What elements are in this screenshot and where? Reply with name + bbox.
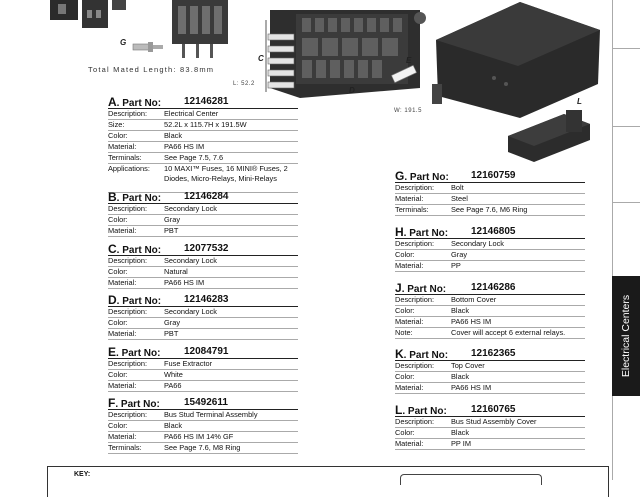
spec-key: Description:	[108, 204, 148, 213]
part-no-label: . Part No:	[116, 245, 162, 256]
part-heading	[395, 170, 585, 183]
part-heading	[395, 348, 585, 361]
spec-value: Gray	[164, 215, 181, 224]
spec-key: Material:	[108, 381, 137, 390]
spec-value: PA66	[164, 381, 182, 390]
spec-row	[108, 120, 298, 131]
part-no-label: . Part No:	[116, 296, 162, 307]
spec-key: Color:	[108, 267, 128, 276]
spec-value: Black	[164, 131, 183, 140]
side-tab-label: Electrical Centers	[620, 294, 632, 378]
spec-row	[108, 204, 298, 215]
spec-row	[108, 142, 298, 153]
spec-value: See Page 7.6, M8 Ring	[164, 443, 241, 452]
spec-value: PA66 HS IM	[451, 317, 492, 326]
part-no-label: . Part No:	[115, 399, 160, 410]
spec-row	[395, 372, 585, 383]
spec-row	[108, 370, 298, 381]
part-number: 12084791	[184, 346, 229, 357]
spec-key: Description:	[108, 109, 148, 118]
spec-value: PP	[451, 261, 461, 270]
spec-value: Natural	[164, 267, 188, 276]
spec-key: Description:	[395, 417, 435, 426]
spec-key: Material:	[108, 142, 137, 151]
spec-key: Description:	[108, 307, 148, 316]
part-d	[108, 294, 298, 340]
side-tab-2[interactable]	[612, 48, 640, 127]
spec-key: Description:	[108, 359, 148, 368]
spec-key: Color:	[108, 318, 128, 327]
spec-row	[108, 307, 298, 318]
spec-key: Color:	[108, 421, 128, 430]
spec-key: Color:	[395, 306, 415, 315]
part-heading	[395, 226, 585, 239]
spec-row	[395, 239, 585, 250]
dimension-width: W: 191.5	[394, 108, 422, 114]
spec-value: PA66 HS IM 14% GF	[164, 432, 234, 441]
callout-c: C	[258, 54, 264, 63]
side-tab-1[interactable]	[612, 0, 640, 49]
spec-value: Secondary Lock	[164, 307, 217, 316]
spec-key: Color:	[395, 250, 415, 259]
part-letter: B	[108, 190, 117, 204]
spec-row	[395, 194, 585, 205]
spec-key: Material:	[108, 329, 137, 338]
part-number: 12146281	[184, 96, 229, 107]
spec-row	[108, 215, 298, 226]
part-letter: J	[395, 281, 402, 295]
spec-key: Material:	[108, 432, 137, 441]
top-cover-drawing	[432, 2, 600, 118]
spec-row	[108, 432, 298, 443]
spec-row	[108, 131, 298, 142]
spec-value: PA66 HS IM	[164, 142, 205, 151]
spec-key: Applications:	[108, 164, 150, 173]
spec-key: Description:	[395, 361, 435, 370]
callout-g: G	[120, 38, 127, 47]
part-letter: L	[395, 403, 403, 417]
part-heading	[108, 191, 298, 204]
spec-row	[395, 261, 585, 272]
connector-drawing-left	[50, 0, 126, 28]
spec-row	[108, 359, 298, 370]
spec-row	[395, 383, 585, 394]
part-g	[395, 170, 585, 216]
spec-value: PA66 HS IM	[164, 278, 205, 287]
spec-value: 10 MAXI™ Fuses, 16 MINI® Fuses, 2 Diodes, Micro-Relays, Mini-Relays	[164, 164, 288, 183]
spec-value: Black	[451, 372, 470, 381]
spec-key: Material:	[395, 261, 424, 270]
part-number: 15492611	[184, 397, 228, 408]
part-heading	[108, 294, 298, 307]
spec-row	[395, 295, 585, 306]
spec-row	[108, 318, 298, 329]
part-c	[108, 243, 298, 289]
part-no-label: . Part No:	[401, 284, 447, 295]
part-number: 12146284	[184, 191, 229, 202]
spec-key: Color:	[395, 372, 415, 381]
spec-value: Secondary Lock	[451, 239, 504, 248]
part-number: 12162365	[471, 348, 516, 359]
electrical-center-drawing	[266, 10, 426, 98]
spec-row	[108, 256, 298, 267]
spec-key: Size:	[108, 120, 125, 129]
part-letter: D	[108, 293, 117, 307]
spec-value: See Page 7.5, 7.6	[164, 153, 224, 162]
spec-value: White	[164, 370, 183, 379]
spec-row	[395, 428, 585, 439]
part-number: 12160759	[471, 170, 516, 181]
spec-row	[395, 317, 585, 328]
part-no-label: . Part No:	[116, 193, 162, 204]
part-number: 12146286	[471, 282, 516, 293]
spec-row	[395, 328, 585, 339]
part-letter: A	[108, 95, 117, 109]
spec-row	[108, 329, 298, 340]
spec-key: Material:	[395, 194, 424, 203]
part-heading	[395, 282, 585, 295]
spec-key: Terminals:	[395, 205, 429, 214]
part-letter: H	[395, 225, 404, 239]
part-b	[108, 191, 298, 237]
key-label: KEY:	[74, 471, 91, 478]
side-tab-3[interactable]	[612, 126, 640, 203]
spec-value: Bolt	[451, 183, 464, 192]
dimension-length: L: 52.2	[233, 81, 255, 87]
spec-value: PA66 HS IM	[451, 383, 492, 392]
spec-row	[108, 153, 298, 164]
spec-row	[395, 306, 585, 317]
part-no-label: . Part No:	[402, 406, 447, 417]
spec-value: Electrical Center	[164, 109, 219, 118]
part-letter: C	[108, 242, 117, 256]
spec-row	[108, 164, 298, 193]
spec-key: Color:	[108, 131, 128, 140]
spec-key: Material:	[108, 226, 137, 235]
part-no-label: . Part No:	[116, 98, 162, 109]
spec-row	[395, 250, 585, 261]
spec-value: Bus Stud Assembly Cover	[451, 417, 537, 426]
part-no-label: . Part No:	[403, 228, 449, 239]
part-h	[395, 226, 585, 272]
callout-l: L	[577, 97, 582, 106]
part-letter: F	[108, 396, 116, 410]
spec-row	[108, 381, 298, 392]
spec-value: Black	[451, 306, 470, 315]
spec-key: Description:	[395, 295, 435, 304]
part-number: 12077532	[184, 243, 229, 254]
spec-value: Black	[451, 428, 470, 437]
part-heading	[395, 404, 585, 417]
part-letter: K	[395, 347, 404, 361]
part-e	[108, 346, 298, 392]
spec-value: Top Cover	[451, 361, 485, 370]
spec-key: Material:	[395, 439, 424, 448]
part-f	[108, 397, 298, 454]
total-mated-length: Total Mated Length: 83.8mm	[88, 65, 215, 74]
spec-value: Fuse Extractor	[164, 359, 213, 368]
part-letter: G	[395, 169, 405, 183]
part-no-label: . Part No:	[404, 172, 449, 183]
callout-e: E	[406, 56, 412, 65]
spec-key: Material:	[395, 383, 424, 392]
spec-key: Color:	[108, 370, 128, 379]
spec-key: Terminals:	[108, 443, 142, 452]
spec-key: Color:	[108, 215, 128, 224]
spec-value: Bottom Cover	[451, 295, 497, 304]
spec-value: Black	[164, 421, 183, 430]
spec-value: Bus Stud Terminal Assembly	[164, 410, 258, 419]
side-tab-4[interactable]	[612, 202, 640, 277]
spec-value: Gray	[451, 250, 468, 259]
spec-key: Note:	[395, 328, 413, 337]
spec-value: 52.2L x 115.7H x 191.5W	[164, 120, 247, 129]
spec-row	[395, 183, 585, 194]
part-heading	[108, 96, 298, 109]
part-a	[108, 96, 298, 193]
spec-row	[395, 361, 585, 372]
spec-row	[108, 267, 298, 278]
part-number: 12146805	[471, 226, 516, 237]
spec-value: Gray	[164, 318, 181, 327]
bus-stud-cover-drawing	[504, 106, 594, 164]
spec-key: Terminals:	[108, 153, 142, 162]
spec-value: PP IM	[451, 439, 471, 448]
part-k	[395, 348, 585, 394]
spec-row	[108, 443, 298, 454]
spec-key: Description:	[395, 183, 435, 192]
part-heading	[108, 243, 298, 256]
spec-value: Cover will accept 6 external relays.	[451, 328, 566, 337]
part-number: 12146283	[184, 294, 229, 305]
spec-key: Color:	[395, 428, 415, 437]
part-j	[395, 282, 585, 339]
spec-row	[108, 278, 298, 289]
bolt-drawing	[133, 42, 163, 52]
spec-row	[395, 205, 585, 216]
callout-d: D	[349, 86, 355, 95]
spec-value: Secondary Lock	[164, 256, 217, 265]
part-no-label: . Part No:	[403, 350, 449, 361]
spec-row	[108, 421, 298, 432]
spec-row	[395, 439, 585, 450]
part-heading	[108, 397, 298, 410]
micro-relay-drawing	[172, 0, 228, 58]
spec-value: Secondary Lock	[164, 204, 217, 213]
spec-key: Material:	[108, 278, 137, 287]
spec-value: PBT	[164, 329, 179, 338]
spec-value: PBT	[164, 226, 179, 235]
part-no-label: . Part No:	[116, 348, 161, 359]
spec-key: Material:	[395, 317, 424, 326]
spec-row	[108, 410, 298, 421]
spec-key: Description:	[395, 239, 435, 248]
part-l	[395, 404, 585, 450]
part-letter: E	[108, 345, 117, 359]
part-heading	[108, 346, 298, 359]
bus-stud-cover-illustration	[504, 106, 594, 164]
side-tab-6[interactable]	[612, 396, 640, 480]
spec-value: Steel	[451, 194, 468, 203]
part-number: 12160765	[471, 404, 516, 415]
spec-row	[108, 226, 298, 237]
spec-key: Description:	[108, 410, 148, 419]
spec-row	[108, 109, 298, 120]
spec-row	[395, 417, 585, 428]
spec-value: See Page 7.6, M6 Ring	[451, 205, 528, 214]
spec-key: Description:	[108, 256, 148, 265]
